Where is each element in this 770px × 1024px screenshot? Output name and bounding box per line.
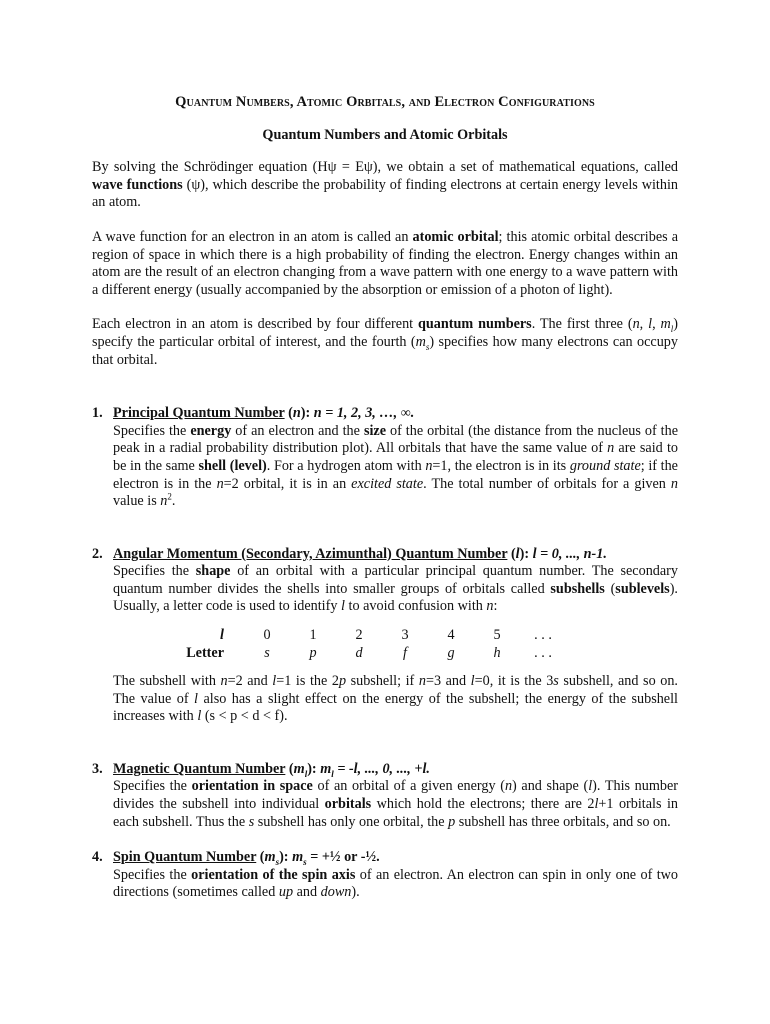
spin-quantum-number-heading: Spin Quantum Number $(m_s)$: $m_s$ = +½ or -½. — [113, 849, 380, 868]
intro-paragraph-3: Each electron in an atom is described by four different quantum numbers. The first three (n, l, $m_l$) specify the particular orbital of interest, and the fourth $(m_s)$ specifies how many electrons can occupy that orbital. — [92, 316, 679, 368]
table-cell: 4 — [447, 627, 455, 644]
intro-paragraph-2: A wave function for an electron in an atom is called an atomic orbital; this atomic orbital describes a region of space in which there is a high probability of finding the electron. Energy changes within an atom are the result of an electron changing from a wave pattern with one energy to a wave pattern with a different energy (usually accompanied by the absorption or emission of a photon of light). — [92, 228, 678, 298]
angular-quantum-number-item: 2. Angular Momentum (Secondary, Azimunthal) Quantum Number (l): l = 0, ..., n-1. Specifies the shape of an orbital with a particular principal quantum number. The secondary quantum number divides the shells into smaller groups of orbitals called subshells (sublevels). Usually, a letter code is used to identify l to avoid confusion with n: l 0 1 2 3 4 5 . . . Letter s p d f g h . . . The subshell with n=2 and l=1 is the 2p subshell; if n=3 and l=0, it is the 3s subshell, and so on. The value of l also has a slight effect on the energy of the subshell; the energy of the subshell increases with l (s < p < d < f). — [92, 545, 678, 725]
table-cell: 5 — [493, 627, 501, 644]
table-row — [186, 645, 566, 663]
principal-quantum-number-item: 1. Principal Quantum Number (n): n = 1, 2, 3, …, ∞. Specifies the energy of an electron and the size of the orbital (the distance from the nucleus of the peak in a radial probability distribution plot). All orbitals that have the same value of n are said to be in the same shell (level). For a hydrogen atom with n=1, the electron is in its ground state; if the electron is in the n=2 orbital, it is in an excited state. The total number of orbitals for a given n value is $n^2$. — [92, 405, 678, 510]
table-cell: p — [309, 645, 317, 662]
table-cell: d — [355, 645, 363, 662]
table-cell: h — [493, 645, 501, 662]
principal-quantum-number-description: Specifies the energy of an electron and the size of the orbital (the distance from the nucleus of the peak in a radial probability distribution plot). All orbitals that have the same value of n are said to be in the same shell (level). For a hydrogen atom with n=1, the electron is in its ground state; if the electron is in the n=2 orbital, it is in an excited state. The total number of orbitals for a given n value is $n^2$. — [113, 422, 678, 510]
table-cell: f — [403, 645, 407, 662]
principal-quantum-number-heading: Principal Quantum Number (n): n = 1, 2, 3, …, ∞. — [113, 405, 415, 422]
angular-quantum-number-description: Specifies the shape of an orbital with a particular principal quantum number. The secondary quantum number divides the shells into smaller groups of orbitals called subshells (sublevels). Usually, a letter code is used to identify l to avoid confusion with n: — [113, 563, 678, 615]
spin-quantum-number-description: Specifies the orientation of the spin axis of an electron. An electron can spin in only one of two directions (sometimes called up and down). — [113, 866, 678, 901]
spin-quantum-number-item: 4. Spin Quantum Number $(m_s)$: $m_s$ = +½ or -½. Specifies the orientation of the spin axis of an electron. An electron can spin in only one of two directions (sometimes called up and down). — [92, 849, 678, 901]
intro-paragraph-1: By solving the Schrödinger equation (Hψ = Eψ), we obtain a set of mathematical equations, called wave functions (ψ), which describe the probability of finding electrons at certain energy levels within an atom. — [92, 159, 678, 211]
table-cell: 3 — [401, 627, 409, 644]
magnetic-quantum-number-item: 3. Magnetic Quantum Number $(m_l)$: $m_l = -l$, ..., 0, ..., +l. Specifies the orientation in space of an orbital of a given energy (n) and shape (l). This number divides the subshell into individual orbitals which hold the electrons; there are 2l+1 orbitals in each subshell. Thus the s subshell has only one orbital, the p subshell has three orbitals, and so on. — [92, 760, 679, 830]
table-cell: g — [447, 645, 455, 662]
table-cell: 2 — [355, 627, 363, 644]
magnetic-quantum-number-heading: Magnetic Quantum Number $(m_l)$: $m_l = -l$, ..., 0, ..., +l. — [113, 760, 430, 779]
table-cell: . . . — [534, 627, 552, 644]
table-cell: s — [264, 645, 270, 662]
document-title: Quantum Numbers, Atomic Orbitals, and Electron Configurations — [175, 94, 595, 110]
magnetic-quantum-number-description: Specifies the orientation in space of an orbital of a given energy (n) and shape (l). This number divides the subshell into individual orbitals which hold the electrons; there are 2l+1 orbitals in each subshell. Thus the s subshell has only one orbital, the p subshell has three orbitals, and so on. — [113, 778, 679, 830]
table-cell: 1 — [309, 627, 317, 644]
angular-quantum-number-heading: Angular Momentum (Secondary, Azimunthal) Quantum Number (l): l = 0, ..., n-1. — [113, 545, 607, 562]
angular-quantum-number-note: The subshell with n=2 and l=1 is the 2p subshell; if n=3 and l=0, it is the 3s subshell, and so on. The value of l also has a slight effect on the energy of the subshell; the energy of the subshell increases with l (s < p < d < f). — [113, 673, 678, 725]
table-row-label: l — [220, 627, 224, 644]
table-cell: . . . — [534, 645, 552, 662]
subshell-letter-table — [186, 627, 566, 663]
table-cell: 0 — [263, 627, 271, 644]
section-subtitle: Quantum Numbers and Atomic Orbitals — [262, 126, 508, 143]
table-row — [186, 627, 566, 645]
table-row-label: Letter — [186, 645, 224, 662]
